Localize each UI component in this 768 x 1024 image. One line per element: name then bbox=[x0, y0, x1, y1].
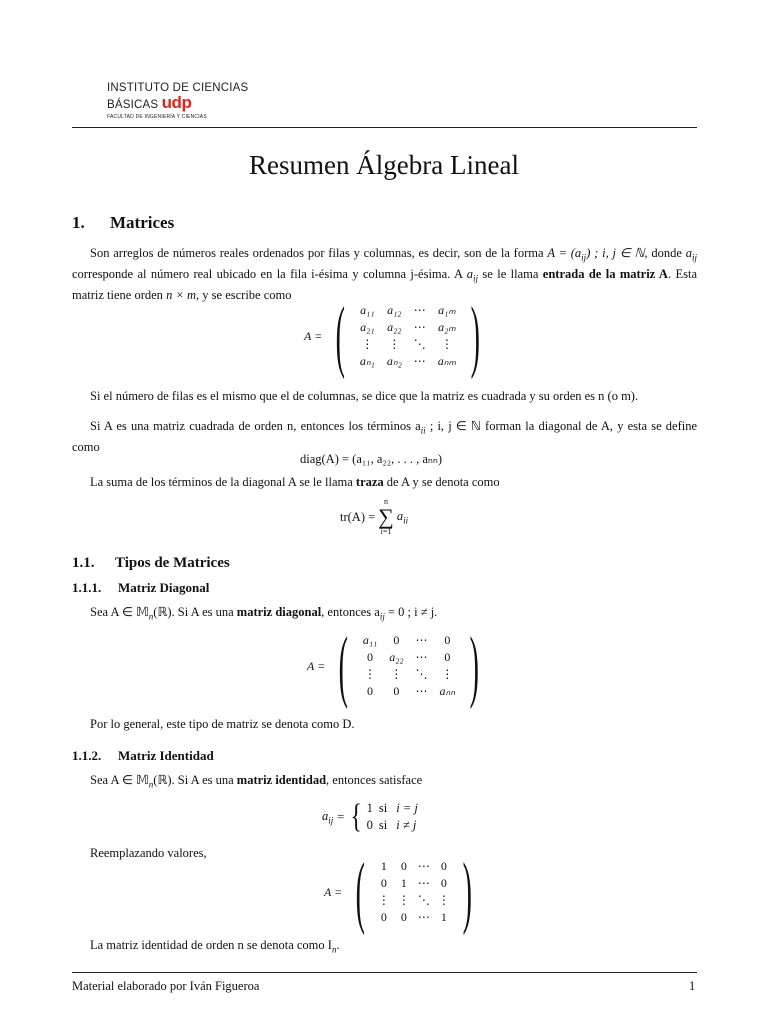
matrix-row bbox=[354, 319, 462, 336]
subscript: ii bbox=[403, 515, 409, 526]
matrix-cell: a₁₂ bbox=[387, 303, 402, 317]
matrix-row bbox=[357, 632, 461, 649]
section-number: 1. bbox=[72, 213, 85, 232]
footer-rule bbox=[72, 972, 697, 973]
paragraph-trace bbox=[72, 474, 697, 491]
matrix-cell: aₙ₂ bbox=[386, 354, 402, 368]
paragraph-diagonal bbox=[72, 418, 697, 456]
matrix-cell: ⋮ bbox=[440, 337, 453, 351]
text: Si A es una matriz cuadrada de orden n, entonces los términos a bbox=[90, 419, 421, 433]
matrix-cell: ⋮ bbox=[377, 893, 390, 907]
institute-logo bbox=[107, 82, 248, 121]
case-condition: i = j bbox=[396, 801, 418, 815]
section-number: 1.1.1. bbox=[72, 580, 102, 595]
matrix-cell: 0 bbox=[367, 684, 374, 698]
matrix-cell: 0 bbox=[440, 859, 447, 873]
matrix-lhs: A = bbox=[324, 884, 343, 899]
text: . Esta matriz tiene orden bbox=[72, 267, 697, 302]
subscript: ij bbox=[379, 611, 385, 622]
matrix-row bbox=[354, 336, 462, 353]
matrix-cell: aₙₘ bbox=[437, 354, 457, 368]
subscript: n bbox=[148, 779, 154, 790]
text: Sea A ∈ 𝕄 bbox=[90, 773, 149, 787]
matrix-row bbox=[374, 909, 454, 926]
matrix-cell: ⋯ bbox=[417, 876, 430, 890]
matrix-cell: 0 bbox=[400, 910, 407, 924]
section-number: 1.1. bbox=[72, 555, 95, 571]
matrix-row bbox=[374, 875, 454, 892]
logo-line-2 bbox=[107, 95, 248, 113]
piecewise-definition bbox=[322, 800, 419, 834]
formula: A = (a bbox=[547, 246, 582, 260]
paragraph-identity-matrix bbox=[72, 772, 697, 793]
matrix-cell: a₂₁ bbox=[360, 320, 375, 334]
matrix-cell: ⋮ bbox=[388, 337, 401, 351]
section-1-1-2-heading bbox=[72, 748, 214, 764]
matrix-cell: aₙ₁ bbox=[359, 354, 375, 368]
text: (ℝ). Si A es una bbox=[153, 605, 237, 619]
text: (ℝ). Si A es una bbox=[153, 773, 237, 787]
matrix-cell: ⋯ bbox=[417, 910, 430, 924]
matrix-cell: 0 bbox=[444, 633, 451, 647]
matrix-cell: 0 bbox=[380, 910, 387, 924]
section-number: 1.1.2. bbox=[72, 748, 102, 763]
matrix-cell: 1 bbox=[380, 859, 387, 873]
piecewise-cases bbox=[367, 800, 419, 834]
matrix-cell: ⋮ bbox=[390, 667, 403, 681]
text: se le llama bbox=[478, 267, 543, 281]
text: donde bbox=[647, 246, 686, 260]
matrix-cell: ⋮ bbox=[361, 337, 374, 351]
matrix-cell: ⋯ bbox=[413, 354, 426, 368]
matrix-cell: ⋯ bbox=[415, 684, 428, 698]
left-brace: { bbox=[350, 798, 363, 835]
section-title: Matriz Identidad bbox=[118, 748, 214, 763]
case-value: 0 bbox=[366, 818, 373, 832]
sum-upper: n bbox=[384, 497, 389, 506]
sum-term bbox=[397, 509, 408, 526]
section-title: Matriz Diagonal bbox=[118, 580, 210, 595]
subscript: n bbox=[148, 611, 154, 622]
left-paren: ( bbox=[338, 622, 349, 710]
document-title: Resumen Álgebra Lineal bbox=[249, 150, 519, 180]
sum-operator bbox=[378, 498, 394, 536]
matrix-identity bbox=[324, 848, 481, 936]
piecewise-lhs bbox=[322, 809, 333, 826]
matrix-cell: ⋱ bbox=[417, 893, 430, 907]
matrix-cell: 0 bbox=[393, 633, 400, 647]
matrix-cell: 1 bbox=[400, 876, 407, 890]
matrix-cell: a₂₂ bbox=[389, 650, 404, 664]
matrix-cell: a₂ₘ bbox=[438, 320, 456, 334]
matrix-cell: ⋮ bbox=[364, 667, 377, 681]
header-rule bbox=[72, 127, 697, 128]
left-paren: ( bbox=[355, 848, 366, 936]
matrix-cell: ⋮ bbox=[437, 893, 450, 907]
case-row bbox=[367, 817, 419, 834]
term: a bbox=[322, 808, 329, 823]
subscript: n bbox=[331, 944, 337, 955]
formula: ) ; i, j ∈ ℕ, bbox=[586, 246, 648, 260]
bold-term: traza bbox=[355, 475, 384, 489]
matrix-cell: 0 bbox=[393, 684, 400, 698]
matrix-cell: aₙₙ bbox=[439, 684, 456, 698]
matrix-lhs: A = bbox=[307, 658, 326, 673]
case-si: si bbox=[378, 801, 388, 815]
text: Sea A ∈ 𝕄 bbox=[90, 605, 149, 619]
matrix-lhs: A = bbox=[304, 328, 323, 343]
case-si: si bbox=[378, 818, 388, 832]
bold-term: entrada de la matriz A bbox=[542, 267, 668, 281]
logo-udp: udp bbox=[161, 93, 192, 112]
text: de A y se denota como bbox=[383, 475, 500, 489]
subscript: ii bbox=[420, 425, 426, 436]
matrix-cell: a₁ₘ bbox=[438, 303, 456, 317]
matrix-row bbox=[354, 353, 462, 370]
logo-basicas: BÁSICAS bbox=[107, 99, 159, 111]
paragraph-diagonal-matrix bbox=[72, 604, 697, 625]
section-title: Matrices bbox=[110, 213, 175, 232]
case-value: 1 bbox=[366, 801, 373, 815]
text: , y se escribe como bbox=[196, 288, 292, 302]
trace-lhs: tr(A) = bbox=[340, 509, 376, 524]
sigma-symbol: ∑ bbox=[378, 504, 394, 529]
text: corresponde al número real ubicado en la fila i-ésima y columna j-ésima. A bbox=[72, 267, 467, 281]
order: n × m bbox=[166, 288, 197, 302]
matrix-diagonal bbox=[307, 622, 488, 710]
sum-lower: i=1 bbox=[380, 527, 392, 536]
section-1-heading bbox=[72, 213, 174, 233]
paragraph-identity-notation bbox=[72, 937, 697, 958]
matrix-cell: ⋮ bbox=[397, 893, 410, 907]
paragraph-replacing: Reemplazando valores, bbox=[90, 846, 207, 860]
section-1-1-heading bbox=[72, 555, 230, 572]
matrix-cell: 1 bbox=[440, 910, 447, 924]
text: , entonces satisface bbox=[326, 773, 423, 787]
right-paren: ) bbox=[470, 292, 481, 380]
matrix-cell: ⋯ bbox=[417, 859, 430, 873]
text: Son arreglos de números reales ordenados por filas y columnas, es decir, son de la forma bbox=[90, 246, 548, 260]
footer-author: Material elaborado por Iván Figueroa bbox=[72, 979, 260, 993]
text: ; i, j ∈ ℕ forman la diagonal de A, y esta se define como bbox=[72, 419, 697, 454]
matrix-row bbox=[357, 666, 461, 683]
matrix-table bbox=[357, 632, 461, 700]
matrix-cell: 0 bbox=[367, 650, 374, 664]
text: La suma de los términos de la diagonal A se le llama bbox=[90, 475, 356, 489]
right-paren: ) bbox=[462, 848, 472, 936]
matrix-table bbox=[354, 302, 462, 370]
matrix-cell: a₂₂ bbox=[387, 320, 402, 334]
equals-sign: = bbox=[337, 809, 345, 824]
a-ij: $a_{ij}$ bbox=[685, 246, 697, 263]
a-ij: $a_{ij}$ bbox=[466, 267, 479, 284]
matrix-cell: ⋯ bbox=[413, 320, 426, 334]
matrix-row bbox=[357, 649, 461, 666]
case-condition: i ≠ j bbox=[396, 818, 417, 832]
matrix-cell: ⋱ bbox=[413, 337, 426, 351]
matrix-cell: a₁₁ bbox=[362, 633, 378, 647]
subscript: ij bbox=[581, 252, 587, 263]
trace-formula bbox=[340, 498, 408, 536]
matrix-cell: 0 bbox=[400, 859, 407, 873]
right-paren: ) bbox=[469, 622, 480, 710]
page-number: 1 bbox=[689, 979, 696, 993]
subscript: ij bbox=[328, 815, 334, 826]
matrix-cell: 0 bbox=[440, 876, 447, 890]
matrix-cell: a₁₁ bbox=[360, 303, 375, 317]
formula-a-ij bbox=[547, 246, 648, 263]
matrix-general bbox=[304, 292, 489, 380]
matrix-row bbox=[374, 892, 454, 909]
matrix-cell: ⋯ bbox=[415, 650, 428, 664]
diag-formula: diag(A) = (a₁₁, a₂₂, . . . , aₙₙ) bbox=[300, 452, 443, 466]
matrix-table bbox=[374, 858, 454, 926]
matrix-cell: 0 bbox=[444, 650, 451, 664]
bold-term: matriz identidad bbox=[236, 773, 327, 787]
term: a bbox=[396, 508, 404, 523]
text: = 0 ; i ≠ j. bbox=[384, 605, 438, 619]
matrix-cell: ⋮ bbox=[441, 667, 454, 681]
logo-line-1: INSTITUTO DE CIENCIAS bbox=[107, 82, 249, 94]
matrix-row bbox=[374, 858, 454, 875]
matrix-row bbox=[357, 683, 461, 700]
logo-line-3: FACULTAD DE INGENIERÍA Y CIENCIAS bbox=[107, 114, 207, 120]
left-paren: ( bbox=[335, 292, 346, 380]
matrix-cell: ⋱ bbox=[415, 667, 428, 681]
case-row bbox=[367, 800, 419, 817]
section-1-1-1-heading bbox=[72, 580, 209, 596]
matrix-cell: 0 bbox=[380, 876, 387, 890]
text: , entonces a bbox=[321, 605, 380, 619]
text: La matriz identidad de orden n se denota como I bbox=[90, 938, 332, 952]
matrix-cell: ⋯ bbox=[415, 633, 428, 647]
paragraph-square-matrix: Si el número de filas es el mismo que el de columnas, se dice que la matriz es cuadrada y su orden es n (o m). bbox=[90, 389, 639, 403]
paragraph-denoted-d: Por lo general, este tipo de matriz se denota como D. bbox=[90, 717, 355, 731]
matrix-cell: ⋯ bbox=[413, 303, 426, 317]
paragraph-matrices-definition bbox=[72, 245, 697, 304]
bold-term: matriz diagonal bbox=[236, 605, 322, 619]
matrix-row bbox=[354, 302, 462, 319]
section-title: Tipos de Matrices bbox=[115, 555, 230, 571]
text: . bbox=[336, 938, 340, 952]
